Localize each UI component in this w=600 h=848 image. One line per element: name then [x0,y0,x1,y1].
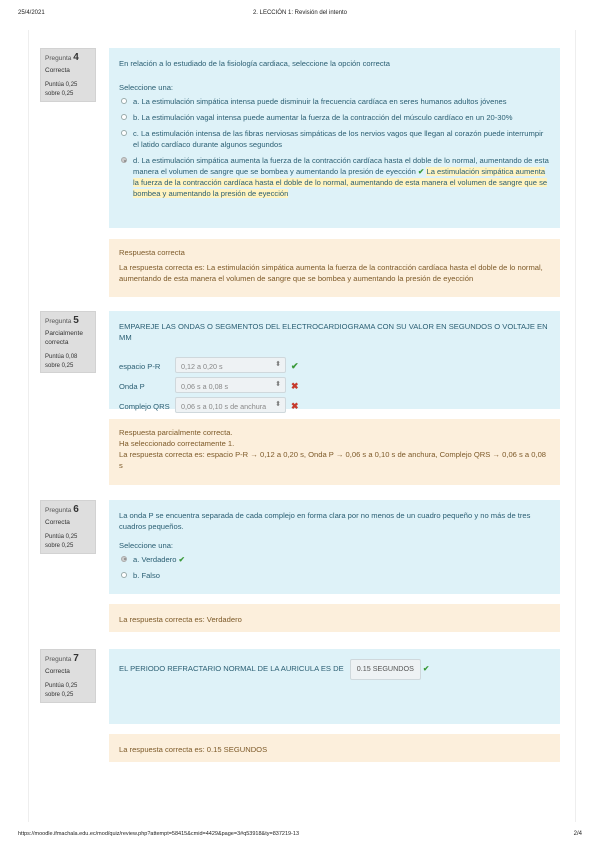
header-date: 25/4/2021 [18,10,45,16]
question-5-info [40,311,96,373]
answer-input[interactable]: 0.15 SEGUNDOS [350,659,421,680]
question-grade: Puntúa 0,25 sobre 0,25 [45,683,78,698]
question-4-feedback [109,239,560,297]
match-select[interactable]: 0,06 s a 0,08 s ⬍ [175,377,286,393]
question-text: EMPAREJE LAS ONDAS O SEGMENTOS DEL ELECTROCARDIOGRAMA CON SU VALOR EN SEGUNDOS O VOLTAJE EN MM [119,322,548,343]
feedback-title: Respuesta parcialmente correcta. [119,428,233,437]
check-icon: ✔ [178,554,185,564]
question-7-feedback [109,734,560,762]
question-7-content [109,649,560,724]
question-4-content [109,48,560,228]
radio-button[interactable] [121,98,127,104]
match-row [119,356,550,376]
option-a[interactable]: a. Verdadero ✔ [119,554,550,565]
specific-feedback: La estimulación simpática aumenta la fuerza de la contracción cardíaca hasta el doble de lo normal, aumentando de esta manera el volumen de sangre que se bombea y aumentando la presión de eyección [133,167,548,199]
cross-icon: ✖ [291,400,299,411]
match-label: Complejo QRS [119,401,170,411]
question-6-content [109,500,560,594]
footer-page-number: 2/4 [573,831,582,837]
question-4-info [40,48,96,102]
feedback-count: Ha seleccionado correctamente 1. [119,439,235,448]
feedback-right-answer: La respuesta correcta es: 0.15 SEGUNDOS [119,745,268,754]
question-state: Parcialmente correcta [45,330,83,347]
question-number: Pregunta 5 [45,315,79,326]
answer-options [119,96,550,199]
question-number: Pregunta 4 [45,52,79,63]
question-grade: Puntúa 0,25 sobre 0,25 [45,534,78,549]
question-5-content [109,311,560,409]
question-number: Pregunta 7 [45,653,79,664]
radio-button-selected[interactable] [121,157,127,163]
question-state: Correcta [45,668,70,675]
question-7-info [40,649,96,703]
select-prompt: Seleccione una: [119,540,174,550]
feedback-right-answer: La respuesta correcta es: La estimulación simpática aumenta la fuerza de la contracción cardíaca hasta el doble de lo normal, aumentando de esta manera el volumen de sangre que se bombea y aumentando la presión de eyección [119,263,543,283]
question-number: Pregunta 6 [45,504,79,515]
question-grade: Puntúa 0,25 sobre 0,25 [45,82,78,97]
question-state: Correcta [45,519,70,526]
radio-button[interactable] [121,130,127,136]
match-select[interactable]: 0,06 s a 0,10 s de anchura ⬍ [175,397,286,413]
dropdown-arrow-icon: ⬍ [275,380,281,388]
header-title: 2. LECCIÓN 1: Revisión del intento [252,10,348,16]
match-row [119,376,550,396]
match-select[interactable]: 0,12 a 0,20 s ⬍ [175,357,286,373]
option-a[interactable]: a. La estimulación simpática intensa puede disminuir la frecuencia cardíaca en seres humanos adultos jóvenes [119,96,550,107]
radio-button-selected[interactable] [121,556,127,562]
question-text: En relación a lo estudiado de la fisiología cardiaca, seleccione la opción correcta [119,59,391,68]
answer-options [119,554,550,581]
feedback-right-answer: La respuesta correcta es: Verdadero [119,615,242,624]
match-label: Onda P [119,381,145,391]
dropdown-arrow-icon: ⬍ [275,400,281,408]
question-6-info [40,500,96,554]
check-icon: ✔ [423,664,430,673]
question-text: EL PERIODO REFRACTARIO NORMAL DE LA AURICULA ES DE 0.15 SEGUNDOS ✔ [119,659,550,680]
question-text: La onda P se encuentra separada de cada complejo en forma clara por no menos de un cuadro pequeño y no más de tres cuadros pequeños. [119,511,531,532]
option-c[interactable]: c. La estimulación intensa de las fibras nerviosas simpáticas de los nervios vagos que llegan al corazón puede interrumpir el latido cardíaco durante algunos segundos [119,128,550,150]
match-row [119,396,550,416]
feedback-right-answer: La respuesta correcta es: espacio P-R → 0,12 a 0,20 s, Onda P → 0,06 s a 0,10 s de anchura, Complejo QRS → 0,06 s a 0,08 s [119,450,547,470]
option-b[interactable]: b. La estimulación vagal intensa puede aumentar la fuerza de la contracción del músculo cardíaco en un 20-30% [119,112,550,123]
question-state: Correcta [45,67,70,74]
option-d[interactable]: d. La estimulación simpática aumenta la fuerza de la contracción cardíaca hasta el doble de lo normal, aumentando de esta manera el volumen de sangre que se bombea y aumentando la presión de eyección ✔ La estimulación simpática aumenta la fuerza de la contracción cardíaca hasta el doble de lo normal, aumentando de esta manera el volumen de sangre que se bombea y aumentando la presión de eyección [119,155,550,199]
match-table [119,356,550,416]
cross-icon: ✖ [291,380,299,391]
check-icon: ✔ [291,360,299,371]
radio-button[interactable] [121,114,127,120]
dropdown-arrow-icon: ⬍ [275,360,281,368]
question-grade: Puntúa 0,08 sobre 0,25 [45,354,78,369]
match-label: espacio P-R [119,361,161,371]
question-5-feedback [109,419,560,485]
question-6-feedback [109,604,560,632]
option-b[interactable]: b. Falso [119,570,550,581]
check-icon: ✔ [417,167,425,177]
footer-url: https://moodle.ifmachala.edu.ec/mod/quiz/review.php?attempt=58415&cmid=4429&page=3#q53918&ty=837219-13 [18,831,300,837]
feedback-title: Respuesta correcta [119,248,185,257]
radio-button[interactable] [121,572,127,578]
select-prompt: Seleccione una: [119,83,174,93]
